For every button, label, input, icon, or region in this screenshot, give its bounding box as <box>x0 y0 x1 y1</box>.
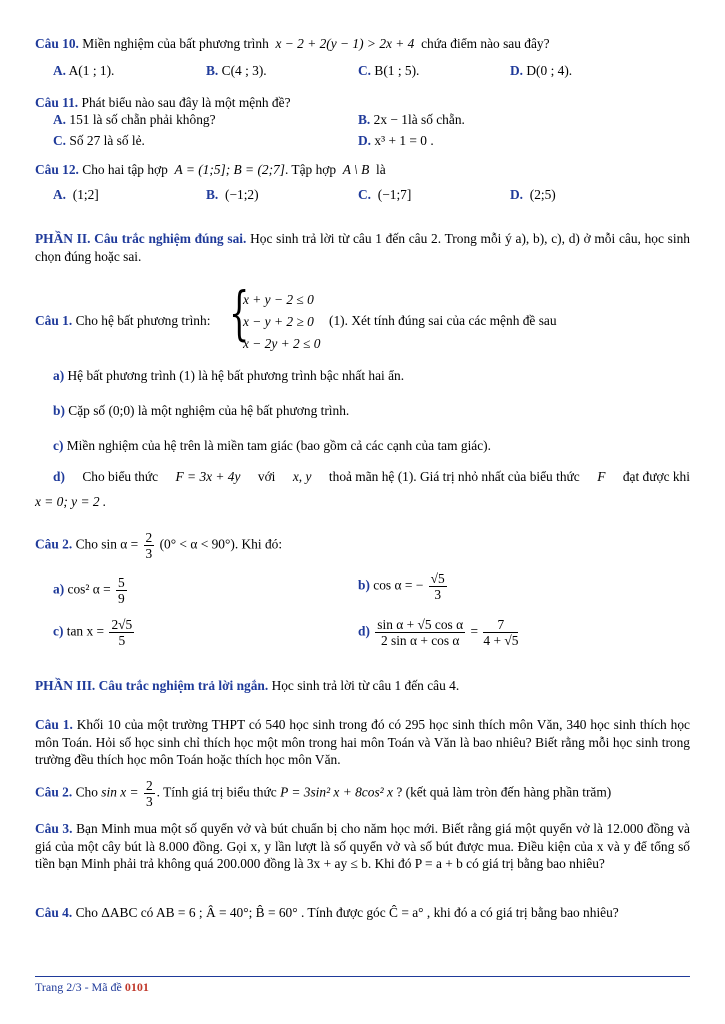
system-brace: { <box>229 279 250 347</box>
q11-stem: Câu 11. Phát biểu nào sau đây là một mệnh đề? <box>35 95 291 110</box>
part2-header <box>35 230 690 265</box>
p2-q1-b: b) Cặp số (0;0) là một nghiệm của hệ bất phương trình. <box>53 403 350 418</box>
system-eq-1: x + y − 2 ≤ 0 <box>243 292 314 307</box>
q11-option-a: A. 151 là số chẵn phải không? <box>53 112 216 127</box>
q11-option-c: C. Số 27 là số lẻ. <box>53 133 145 148</box>
footer-code: 0101 <box>124 980 149 994</box>
p2-q1-d-line2: x = 0; y = 2 . <box>35 494 107 509</box>
q10-option-b: B. C(4 ; 3). <box>206 63 267 78</box>
q10-option-c: C. B(1 ; 5). <box>358 63 420 78</box>
q10-label: Câu 10. <box>35 36 79 51</box>
footer-rule <box>35 976 690 977</box>
p2-q1-stem: Câu 1. Cho hệ bất phương trình: <box>35 313 211 328</box>
p3-q4: Câu 4. Cho ΔABC có AB = 6 ; Â = 40°; B̂ = 60° . Tính được góc Ĉ = a° , khi đó a có giá trị bằng bao nhiêu? <box>35 905 619 920</box>
part2-title: PHẦN II. Câu trắc nghiệm đúng sai. <box>35 231 247 246</box>
part3-header <box>35 678 690 694</box>
p2-q1-a: a) Hệ bất phương trình (1) là hệ bất phương trình bậc nhất hai ẩn. <box>53 368 405 383</box>
part2-desc: Học sinh trả lời từ câu 1 đến câu 2. Trong mỗi ý a), b), c), d) ở mỗi câu, học sinh chọn đúng hoặc sai. <box>35 231 690 264</box>
q10-text: Miền nghiệm của bất phương trình <box>82 36 269 51</box>
p2-q1-d: d) Cho biểu thức F = 3x + 4y với x, y thoả mãn hệ (1). Giá trị nhỏ nhất của biểu thức F đạt được khi <box>53 469 690 484</box>
q10-expr: x − 2 + 2(y − 1) > 2x + 4 <box>275 36 415 51</box>
p2-q2-b: b) cos α = − $\frac{√5}{3}$ <box>358 571 445 602</box>
q11-option-b: B. 2x − 1là số chẵn. <box>358 112 465 127</box>
q10-option-a: A. A(1 ; 1). <box>53 63 115 78</box>
q12-option-a: A. (1;2] <box>53 187 99 202</box>
q12-option-d: D. (2;5) <box>510 187 556 202</box>
q10-option-d: D. D(0 ; 4). <box>510 63 573 78</box>
q11-option-d: D. x³ + 1 = 0 . <box>358 133 434 148</box>
system-eq-3: x − 2y + 2 ≤ 0 <box>243 336 321 351</box>
q10-tail: chứa điểm nào sau đây? <box>421 36 550 51</box>
p2-q2-c: c) tan x = $\frac{2√5}{5}$ <box>53 617 133 648</box>
q10-stem <box>35 36 690 52</box>
q12-stem: Câu 12. Cho hai tập hợp A = (1;5]; B = (2;7]. Tập hợp A \ B là <box>35 162 386 177</box>
p3-q3: Câu 3. Bạn Minh mua một số quyển vở và bút chuẩn bị cho năm học mới. Biết rằng giá một quyển vở là 12.000 đồng và giá của một cây bút là 8.000 đồng. Gọi x, y lần lượt là số quyển vở và số bút được mua. Điều kiện của x và y để tổng số tiền bạn Minh phải trả không quá 200.000 đồng là 3x + ay ≤ b. Khi đó P = a + b có giá trị bằng bao nhiêu? <box>35 821 690 871</box>
part3-title: PHẦN III. Câu trắc nghiệm trả lời ngắn. <box>35 678 269 693</box>
p2-q1-c: c) Miền nghiệm của hệ trên là miền tam giác (bao gồm cả các cạnh của tam giác). <box>53 438 491 453</box>
p2-q2-d: d) $\frac{\text{sin α + √5 cos α}}{\text{2 sin α + cos α}}$ = $\frac{7}{4 + √5}$ <box>358 617 519 648</box>
p2-q2-a: a) cos² α = $\frac{5}{9}$ <box>53 575 125 606</box>
p2-q2-stem: Câu 2. Cho sin α = $\frac{2}{3}$ (0° < α < 90°). Khi đó: <box>35 530 283 561</box>
system-eq-2: x − y + 2 ≥ 0 <box>243 314 314 329</box>
footer-page: Trang 2/3 - Mã đề <box>35 980 122 994</box>
footer <box>35 980 149 995</box>
p3-q2: Câu 2. Cho sin x = $\frac{2}{3}$ . Tính giá trị biểu thức P = 3sin² x + 8cos² x ? (kết quả làm tròn đến hàng phần trăm) <box>35 778 612 809</box>
q12-option-b: B. (−1;2) <box>206 187 259 202</box>
p3-q1: Câu 1. Khối 10 của một trường THPT có 540 học sinh trong đó có 295 học sinh thích môn Văn, 340 học sinh thích học môn Toán. Hỏi số học sinh chỉ thích học một môn trong hai môn Toán và Văn là bao nhiêu? Biết rằng mỗi học sinh trong trường đều thích học môn Toán hoặc thích học môn Văn. <box>35 717 690 767</box>
system-tag: (1). Xét tính đúng sai của các mệnh đề sau <box>329 313 557 328</box>
q12-option-c: C. (−1;7] <box>358 187 412 202</box>
part3-desc: Học sinh trả lời từ câu 1 đến câu 4. <box>271 678 460 693</box>
